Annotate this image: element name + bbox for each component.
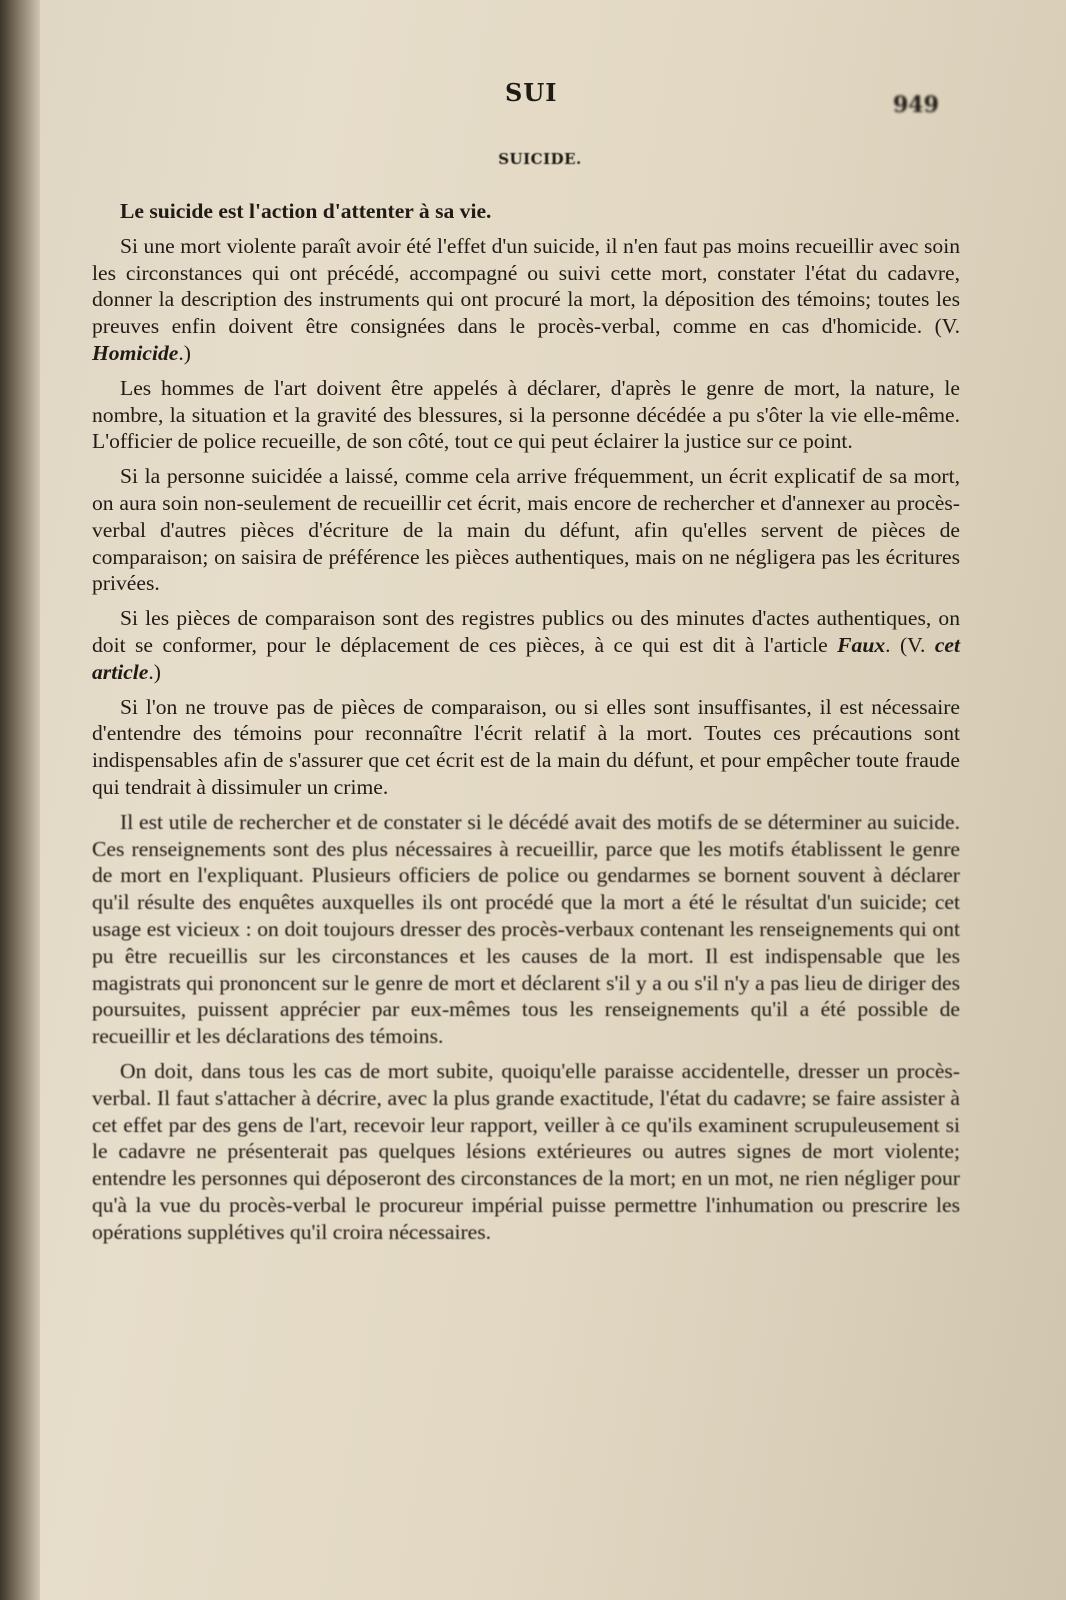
paragraph-written-note: Si la personne suicidée a laissé, comme cela arrive fréquemment, un écrit explicatif de sa mort, on aura soin non-seulement de recueillir cet écrit, mais encore de rechercher et d'annexer au procès-verbal d'autres pièces d'écriture de la main du défunt, afin qu'elles servent de pièces de comparaison; on saisira de préférence les pièces authentiques, mais on ne négligera pas les écritures privées. <box>92 464 960 596</box>
paragraph-sudden-death: On doit, dans tous les cas de mort subite, quoiqu'elle paraisse accidentelle, dresser un procès-verbal. Il faut s'attacher à décrire, avec la plus grande exactitude, l'état du cadavre; se faire assister à cet effet par des gens de l'art, recevoir leur rapport, veiller à ce qu'ils examinent scrupuleusement si le cadavre ne présenterait pas quelques lésions extérieures ou autres signes de mort violente; entendre les personnes qui déposeront des circonstances de la mort; en un mot, ne rien négliger pour qu'à la vue du procès-verbal le procureur impérial puisse permettre l'inhumation ou prescrire les opérations supplétives qu'il croira nécessaires. <box>92 1058 960 1244</box>
reference-cet-article: cet article <box>92 632 960 684</box>
page-header <box>0 78 1066 118</box>
reference-faux: Faux <box>837 632 886 657</box>
page-number: 949 <box>893 92 939 118</box>
paragraph-experts: Les hommes de l'art doivent être appelés à déclarer, d'après le genre de mort, la nature, le nombre, la situation et la gravité des blessures, si la personne décédée a pu s'ôter la vie elle-même. L'officier de police recueille, de son côté, tout ce qui peut éclairer la justice sur ce point. <box>92 375 960 454</box>
section-title: SUICIDE. <box>498 150 582 168</box>
book-gutter-shadow <box>0 0 40 1600</box>
paragraph-public-registers: Si les pièces de comparaison sont des registres publics ou des minutes d'actes authentiques, on doit se conformer, pour le déplacement de ces pièces, à ce qui est dit à l'article Faux. (V. cet article.) <box>92 606 960 684</box>
paragraph-witnesses: Si l'on ne trouve pas de pièces de comparaison, ou si elles sont insuffisantes, il est nécessaire d'entendre des témoins pour reconnaître l'écrit relatif à la mort. Toutes ces précautions sont indispensables afin de s'assurer que cet écrit est de la main du défunt, et pour empêcher toute fraude qui tendrait à dissimuler un crime. <box>92 694 960 799</box>
paragraph-violent-death: Si une mort violente paraît avoir été l'effet d'un suicide, il n'en faut pas moins recueillir avec soin les circonstances qui ont précédé, accompagné ou suivi cette mort, constater l'état du cadavre, donner la description des instruments qui ont procuré la mort, la déposition des témoins; toutes les preuves enfin doivent être consignées dans le procès-verbal, comme en cas d'homicide. (V. Homicide.) <box>92 233 960 365</box>
paragraph-motives: Il est utile de rechercher et de constater si le décédé avait des motifs de se déterminer au suicide. Ces renseignements sont des plus nécessaires à recueillir, parce que les motifs établissent le genre de mort en l'expliquant. Plusieurs officiers de police ou gendarmes se bornent souvent à déclarer qu'il résulte des enquêtes auxquelles ils ont procédé que la mort a été le résultat d'un suicide; cet usage est vicieux : on doit toujours dresser des procès-verbaux contenant les renseignements qui ont pu être recueillis sur les circonstances et les causes de la mort. Il est indispensable que les magistrats qui prononcent sur le genre de mort et déclarent s'il y a ou s'il n'y a pas lieu de diriger des poursuites, puissent apprécier par eux-mêmes tous les renseignements qu'il a été possible de recueillir et les déclarations des témoins. <box>92 809 960 1049</box>
reference-homicide: Homicide <box>92 340 179 365</box>
paragraph-definition: Le suicide est l'action d'attenter à sa vie. <box>120 199 492 223</box>
body-text <box>92 198 960 1245</box>
running-head: SUI <box>505 78 558 107</box>
